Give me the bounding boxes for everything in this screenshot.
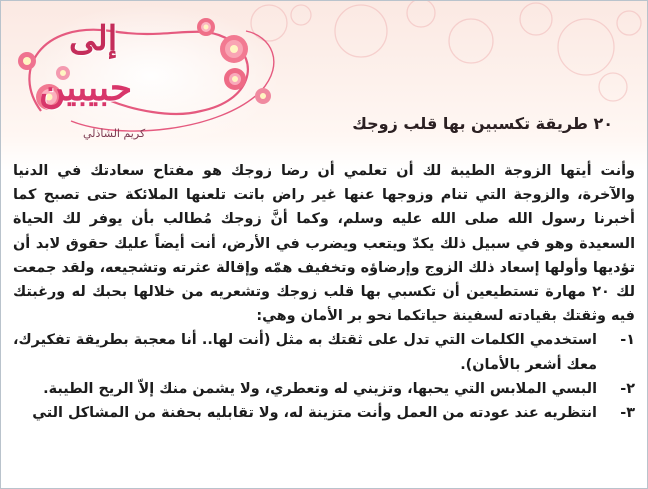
article-body bbox=[13, 159, 635, 425]
logo-title: إلى bbox=[69, 19, 118, 59]
intro-paragraph: وأنت أيتها الزوجة الطيبة لك أن تعلمي أن رضا زوجك هو مفتاح سعادتك في الدنيا والآخرة، والزوجة التي تنام وزوجها عنها غير راض باتت تلعنها الملائكة حتى تصبح كما أخبرنا رسول الله صلى الله عليه وسلم، وكما أنَّ زوجك مُطالب بأن يوفر لك الحياة السعيدة وهو في سبيل ذلك يكدّ ويتعب ويضرب في الأرض، أنت أيضاً عليك حقوق لابد أن تؤديها وأولها إسعاد ذلك الزوج وإرضاؤه وتخفيف همّه وإقالة عثرته وتشجيعه، ولقد جمعت لك ٢٠ مهارة تستطيعين أن تكسبي بها قلب زوجك وتشعريه من خلالها بحبك له ورغبتك فيه وثقتك بقيادته لسفينة حياتكما نحو بر الأمان وهي: bbox=[13, 163, 635, 325]
list-item-text: انتظريه عند عودته من العمل وأنت متزينة له، ولا تقابليه بحفنة من المشاكل التي bbox=[32, 405, 597, 422]
list-item-number: ٢- bbox=[620, 380, 635, 397]
list-item bbox=[13, 401, 635, 425]
tips-list bbox=[13, 328, 635, 425]
logo-subtitle: حبيبين bbox=[39, 67, 133, 109]
list-item-text: استخدمي الكلمات التي تدل على ثقتك به مثل (أنت لها.. أنا معجبة بطريقة تفكيرك، معك أشعر بالأمان). bbox=[13, 332, 597, 373]
list-item bbox=[13, 377, 635, 401]
decorative-rings bbox=[251, 1, 641, 101]
list-item bbox=[13, 328, 635, 376]
author-name: كريم الشاذلي bbox=[83, 127, 146, 140]
list-item-text: البسي الملابس التي يحبها، وتزيني له وتعطري، ولا يشمن منك إلاّ الريح الطيبة. bbox=[43, 380, 597, 397]
list-item-number: ١- bbox=[620, 332, 635, 349]
article-title: ٢٠ طريقة تكسبين بها قلب زوجك bbox=[352, 114, 613, 133]
list-item-number: ٣- bbox=[620, 405, 635, 422]
